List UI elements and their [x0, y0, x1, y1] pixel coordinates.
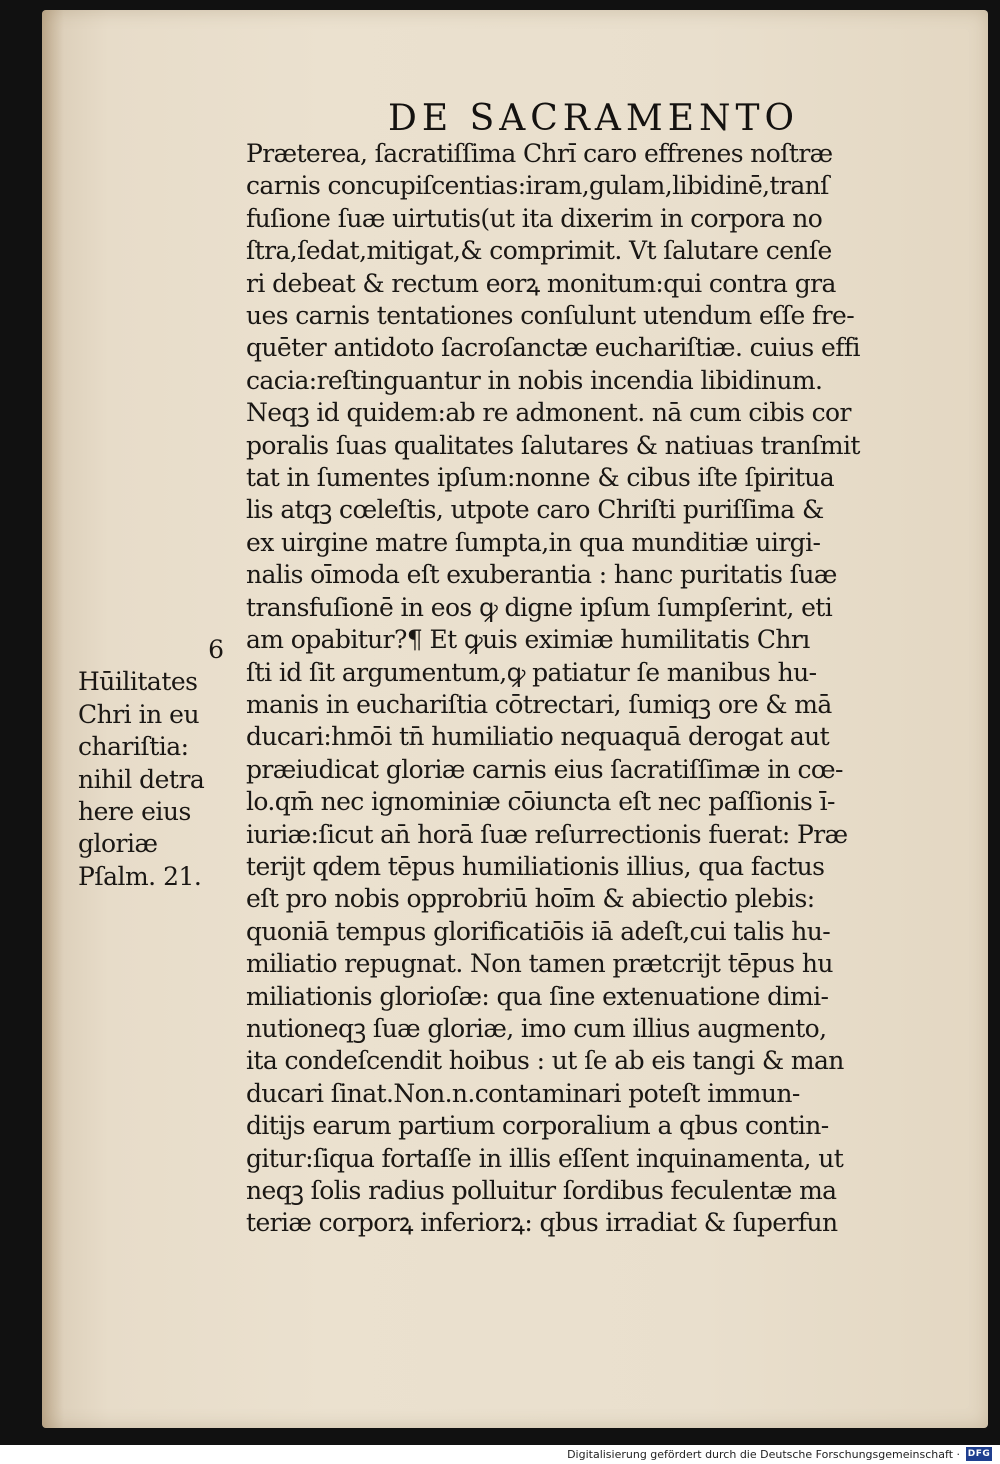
text-line: miliationis glorioſæ: qua ſine extenuatione dimi- — [246, 981, 829, 1011]
text-line: quēter antidoto ſacroſanctæ euchariſtiæ. cuius effi — [246, 333, 860, 363]
text-line: tat in ſumentes ipſum:nonne & cibus iſte ſpiritua — [246, 463, 835, 493]
text-line: ducari:hmōi tn̄ humiliatio nequaquā derogat aut — [246, 722, 830, 752]
text-line: am opabitur?¶ Et ꝙuis eximiæ humilitatis Chrı — [246, 625, 810, 655]
text-line: eſt pro nobis opprobriū hoīm & abiectio plebis: — [246, 884, 815, 914]
text-line: ri debeat & rectum eorꝝ monitum:qui contra gra — [246, 268, 836, 298]
funding-credit: Digitalisierung gefördert durch die Deutsche Forschungsgemeinschaft · — [567, 1448, 960, 1461]
margin-note-line: Hūilitates — [78, 667, 198, 697]
running-head: DE SACRAMENTO — [388, 98, 800, 139]
text-line: iuriæ:ſicut an̄ horā ſuæ reſurrectionis fuerat: Præ — [246, 819, 848, 849]
dfg-logo: DFG — [967, 1449, 991, 1459]
text-line: cacia:reſtinguantur in nobis incendia libidinum. — [246, 365, 823, 395]
margin-note-line: Chri in eu — [78, 699, 200, 729]
marginal-note — [78, 634, 228, 893]
text-line: fuſione ſuæ uirtutis(ut ita dixerim in corpora no — [246, 203, 823, 233]
text-line: ues carnis tentationes conſulunt utendum eſſe fre- — [246, 301, 855, 331]
text-line: transfuſionē in eos ꝙ digne ipſum ſumpſerint, eti — [246, 592, 833, 622]
text-line: gitur:ſiqua fortaſſe in illis eſſent inquinamenta, ut — [246, 1143, 844, 1173]
text-line: ſti id ſit argumentum,ꝙ patiatur ſe manibus hu- — [246, 657, 817, 687]
text-line: Neqꝫ id quidem:ab re admonent. nā cum cibis cor — [246, 398, 851, 428]
text-line: poralis ſuas qualitates ſalutares & natiuas tranſmit — [246, 430, 860, 460]
margin-note-line: chariſtia: — [78, 732, 189, 762]
text-line: ex uirgine matre ſumpta,in qua munditiæ uirgi- — [246, 527, 821, 557]
text-line: neqꝫ ſolis radius polluitur ſordibus feculentæ ma — [246, 1176, 837, 1205]
text-line: nutioneqꝫ ſuæ gloriæ, imo cum illius augmento, — [246, 1013, 827, 1043]
text-line: ditijs earum partium corporalium a qbus contin- — [246, 1111, 829, 1141]
text-line: lo.qm̄ nec ignominiæ cōiuncta eſt nec paſſionis ī- — [246, 787, 835, 817]
text-line: Præterea, ſacratiſſima Chrı̄ caro effrenes noſtræ — [246, 139, 833, 168]
text-line: nalis oīmoda eſt exuberantia : hanc puritatis ſuæ — [246, 560, 837, 590]
margin-note-line: Pſalm. 21. — [78, 861, 202, 891]
text-line: quoniā tempus glorificatiōis iā adeſt,cui talis hu- — [246, 916, 831, 946]
margin-note-line: gloriæ — [78, 829, 158, 859]
text-line: præiudicat gloriæ carnis eius ſacratiſſimæ in cœ- — [246, 754, 843, 784]
main-text-block — [246, 138, 936, 1240]
text-line: manis in euchariſtia cōtrectari, ſumiqꝫ ore & mā — [246, 689, 832, 719]
text-line: terijt qdem tēpus humiliationis illius, qua factus — [246, 851, 825, 881]
margin-section-number: 6 — [208, 635, 224, 664]
margin-note-line: here eius — [78, 797, 191, 827]
margin-note-line: nihil detra — [78, 764, 205, 794]
text-line: ita condeſcendit hoibus : ut ſe ab eis tangi & man — [246, 1046, 844, 1076]
text-line: ſtra,ſedat,mitigat,& comprimit. Vt ſalutare cenſe — [246, 236, 832, 266]
text-line: carnis concupiſcentias:iram,gulam,libidinē,tranſ — [246, 171, 829, 201]
text-line: teriæ corporꝝ inferiorꝝ: qbus irradiat & ſuperfun — [246, 1208, 838, 1238]
text-line: ducari ſinat.Non.n.contaminari poteſt immun- — [246, 1078, 800, 1108]
text-line: miliatio repugnat. Non tamen prætcrijt tēpus hu — [246, 949, 833, 979]
text-line: lis atqꝫ cœleſtis, utpote caro Chriſti puriſſima & — [246, 495, 824, 525]
